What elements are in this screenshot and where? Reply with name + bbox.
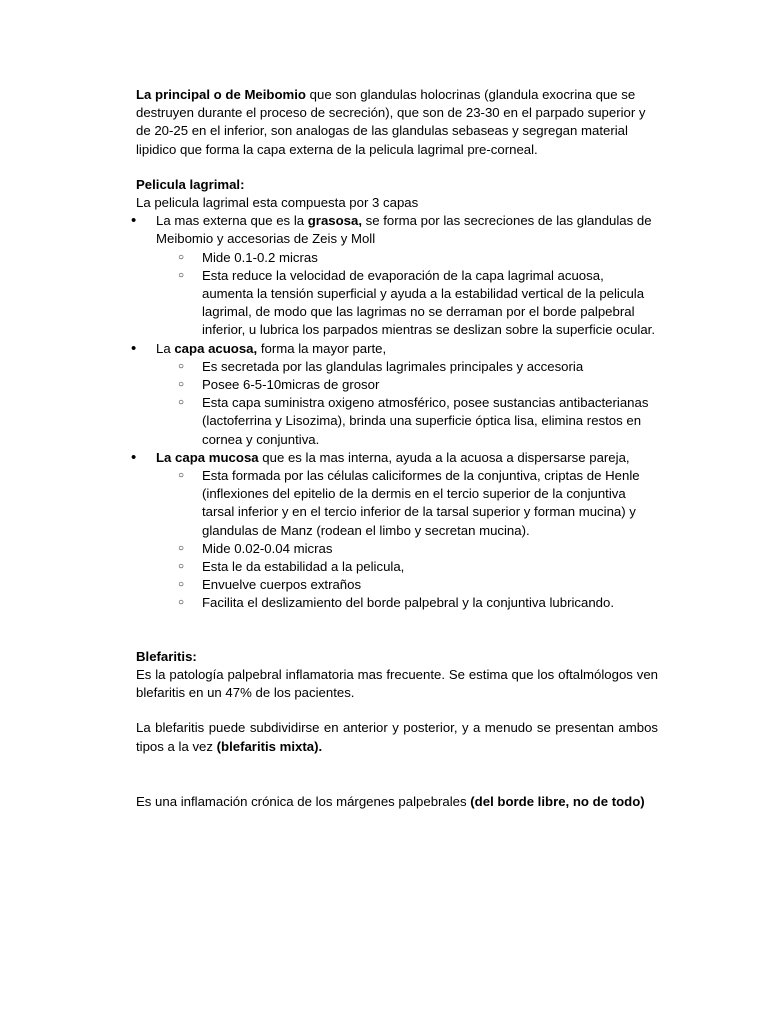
blefaritis-paragraph-2: La blefaritis puede subdividirse en anterior y posterior, y a menudo se presentan ambos tipos a la vez (blefaritis mixta). xyxy=(136,720,658,754)
section-heading-blefaritis: Blefaritis: xyxy=(136,648,197,664)
list-item: ○ Mide 0.1-0.2 micras xyxy=(136,249,658,267)
document-body xyxy=(136,86,658,811)
list-item-mucosa: • La capa mucosa que es la mas interna, ayuda a la acuosa a dispersarse pareja, xyxy=(136,449,658,467)
intro-text: que son glandulas holocrinas (glandula exocrina que se destruyen durante el proceso de secreción), que son de 23-30 en el parpado superior y de 20-25 en el inferior, son analogas de las glandulas sebaseas y segregan material lipidico que forma la capa externa de la pelicula lagrimal pre-corneal. xyxy=(136,87,646,157)
list-item-grasosa: • La mas externa que es la grasosa, se forma por las secreciones de las glandulas de Meibomio y accesorias de Zeis y Moll xyxy=(136,212,658,248)
list-item: ○ Envuelve cuerpos extraños xyxy=(136,576,658,594)
blefaritis-paragraph-1: Es la patología palpebral inflamatoria mas frecuente. Se estima que los oftalmólogos ven blefaritis en un 47% de los pacientes. xyxy=(136,666,658,701)
list-item: ○ Esta reduce la velocidad de evaporación de la capa lagrimal acuosa, aumenta la tensión superficial y ayuda a la estabilidad vertical de la pelicula lagrimal, de modo que las lagrimas no se derraman por el borde palpebral inferior, u lubrica los parpados mientras se deslizan sobre la superficie ocular. xyxy=(136,267,658,340)
intro-paragraph xyxy=(136,86,658,159)
list-item-acuosa: • La capa acuosa, forma la mayor parte, xyxy=(136,340,658,358)
list-item: ○ Esta le da estabilidad a la pelicula, xyxy=(136,558,658,576)
list-item: ○ Mide 0.02-0.04 micras xyxy=(136,540,658,558)
layers-list-2 xyxy=(136,340,658,358)
intro-bold: La principal o de Meibomio xyxy=(136,87,306,102)
section-heading-pelicula: Pelicula lagrimal: xyxy=(136,176,245,192)
layers-list-3 xyxy=(136,449,658,467)
list-item: ○ Posee 6-5-10micras de grosor xyxy=(136,376,658,394)
layers-list xyxy=(136,212,658,248)
list-item: ○ Esta capa suministra oxigeno atmosférico, posee sustancias antibacterianas (lactoferrina y Lisozima), brinda una superficie óptica lisa, elimina restos en cornea y conjuntiva. xyxy=(136,394,658,449)
sublist-mucosa xyxy=(136,467,658,613)
list-item: ○ Es secretada por las glandulas lagrimales principales y accesoria xyxy=(136,358,658,376)
sublist-acuosa xyxy=(136,358,658,449)
list-item: ○ Esta formada por las células caliciformes de la conjuntiva, criptas de Henle (inflexiones del epitelio de la dermis en el tercio superior de la conjuntiva tarsal inferior y en el tercio inferior de la tarsal superior y forman mucina) y glandulas de Manz (rodean el limbo y secretan mucina). xyxy=(136,467,658,540)
list-item: ○ Facilita el deslizamiento del borde palpebral y la conjuntiva lubricando. xyxy=(136,594,658,612)
sublist-grasosa xyxy=(136,249,658,340)
blefaritis-paragraph-3: Es una inflamación crónica de los márgenes palpebrales (del borde libre, no de todo) xyxy=(136,793,645,809)
pelicula-intro: La pelicula lagrimal esta compuesta por 3 capas xyxy=(136,195,419,211)
